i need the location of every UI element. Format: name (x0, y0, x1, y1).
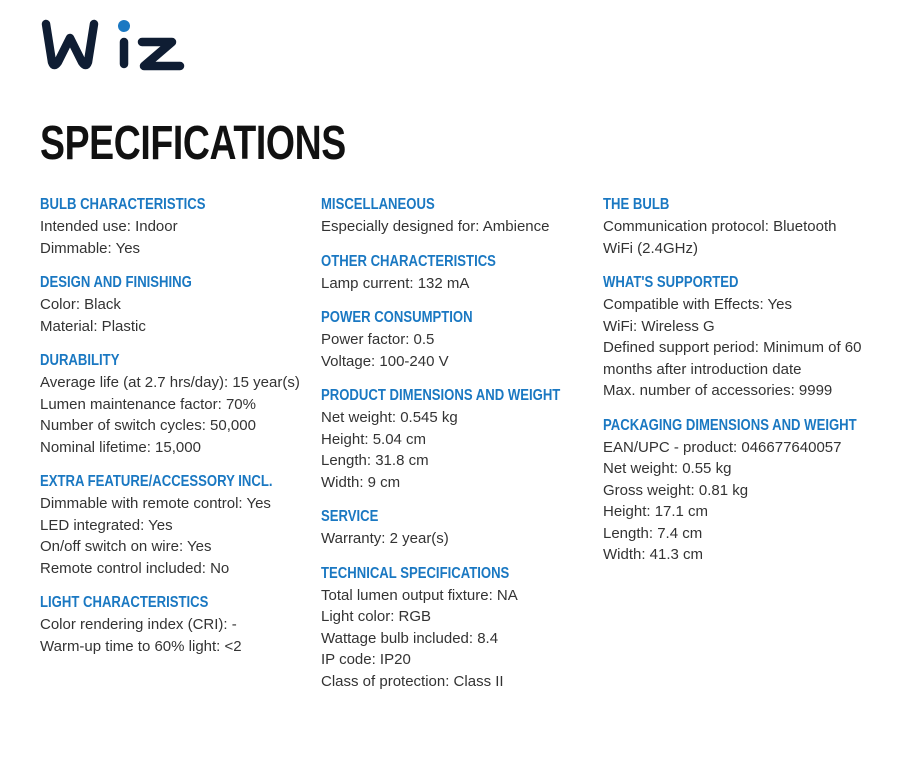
spec-section (40, 351, 310, 458)
spec-line: Class of protection: Class II (321, 672, 504, 690)
spec-line: Height: 5.04 cm (321, 430, 427, 448)
spec-line: Defined support period: Minimum of 60 months after introduction date (603, 339, 862, 378)
spec-line: Color rendering index (CRI): - (40, 616, 237, 633)
spec-line: Material: Plastic (40, 317, 146, 335)
section-heading: DESIGN AND FINISHING (40, 274, 192, 291)
spec-line: Average life (at 2.7 hrs/day): 15 year(s) (40, 374, 300, 391)
spec-line: Height: 17.1 cm (603, 503, 709, 520)
spec-section (40, 273, 310, 337)
section-heading: WHAT'S SUPPORTED (603, 274, 739, 291)
spec-line: Width: 41.3 cm (603, 546, 704, 563)
spec-column-3 (603, 195, 873, 580)
spec-line: Net weight: 0.55 kg (603, 460, 732, 477)
spec-line: Especially designed for: Ambience (321, 218, 550, 235)
section-heading: EXTRA FEATURE/ACCESSORY INCL. (40, 473, 273, 490)
section-heading: PRODUCT DIMENSIONS AND WEIGHT (321, 387, 561, 404)
section-heading: PACKAGING DIMENSIONS AND WEIGHT (603, 416, 857, 434)
spec-line: Warm-up time to 60% light: <2 (40, 637, 242, 655)
page-title: SPECIFICATIONS (40, 117, 346, 170)
spec-line: Gross weight: 0.81 kg (603, 481, 749, 499)
spec-section (603, 416, 873, 566)
spec-line: Length: 7.4 cm (603, 524, 703, 542)
spec-line: Wattage bulb included: 8.4 (321, 629, 499, 647)
spec-section (321, 507, 591, 550)
spec-line: Compatible with Effects: Yes (603, 296, 792, 313)
spec-section (40, 593, 310, 657)
spec-line: Warranty: 2 year(s) (321, 530, 449, 547)
spec-section (321, 564, 591, 693)
spec-line: IP code: IP20 (321, 651, 411, 668)
spec-line: Lumen maintenance factor: 70% (40, 395, 256, 413)
spec-line: EAN/UPC - product: 046677640057 (603, 438, 842, 456)
section-heading: MISCELLANEOUS (321, 196, 435, 213)
spec-line: Light color: RGB (321, 608, 432, 625)
spec-line: Communication protocol: Bluetooth WiFi (2.4GHz) (603, 218, 837, 257)
spec-line: Net weight: 0.545 kg (321, 409, 458, 426)
wiz-logo (40, 12, 205, 74)
spec-line: Width: 9 cm (321, 473, 401, 491)
spec-line: Intended use: Indoor (40, 218, 178, 235)
spec-line: Number of switch cycles: 50,000 (40, 417, 256, 434)
spec-line: Power factor: 0.5 (321, 331, 435, 348)
spec-line: Max. number of accessories: 9999 (603, 382, 833, 399)
spec-section (321, 386, 591, 493)
spec-line: Nominal lifetime: 15,000 (40, 438, 201, 456)
spec-section (321, 195, 591, 238)
spec-section (603, 195, 873, 259)
spec-line: Dimmable with remote control: Yes (40, 495, 271, 512)
spec-section (40, 472, 310, 579)
spec-section (603, 273, 873, 402)
spec-section (40, 195, 310, 259)
section-heading: SERVICE (321, 508, 379, 525)
spec-line: Total lumen output fixture: NA (321, 586, 518, 604)
spec-line: Length: 31.8 cm (321, 452, 429, 469)
section-heading: DURABILITY (40, 352, 120, 369)
section-heading: BULB CHARACTERISTICS (40, 196, 206, 213)
spec-column-1 (40, 195, 310, 671)
spec-line: Color: Black (40, 296, 121, 313)
spec-line: Dimmable: Yes (40, 239, 141, 257)
spec-column-2 (321, 195, 591, 706)
spec-line: Remote control included: No (40, 559, 230, 577)
spec-line: Lamp current: 132 mA (321, 274, 470, 292)
section-heading: POWER CONSUMPTION (321, 309, 473, 326)
section-heading: OTHER CHARACTERISTICS (321, 252, 496, 270)
spec-line: On/off switch on wire: Yes (40, 538, 212, 555)
spec-line: LED integrated: Yes (40, 516, 173, 534)
section-heading: THE BULB (603, 196, 670, 213)
spec-line: Voltage: 100-240 V (321, 352, 449, 370)
section-heading: TECHNICAL SPECIFICATIONS (321, 564, 510, 582)
spec-section (321, 308, 591, 372)
spec-line: WiFi: Wireless G (603, 317, 715, 335)
spec-section (321, 252, 591, 295)
section-heading: LIGHT CHARACTERISTICS (40, 594, 209, 611)
